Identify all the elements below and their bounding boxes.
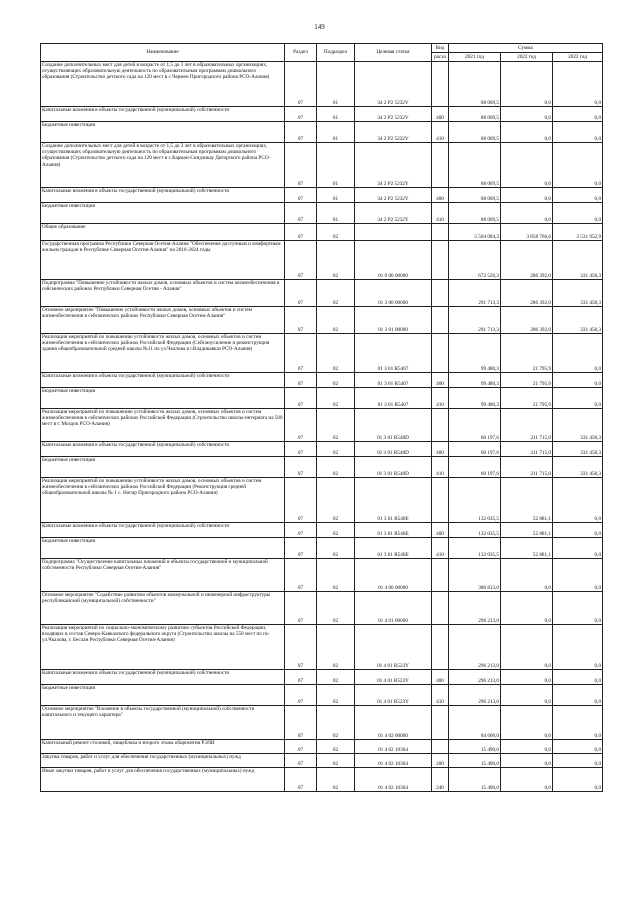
row-subsection: 02 xyxy=(317,559,355,592)
row-name: Капитальные вложения в объекты государственной (муниципальной) собственности xyxy=(41,523,285,538)
row-value-2022-b: 0,0 xyxy=(553,62,603,107)
table-row xyxy=(41,373,603,388)
row-target: 34 2 P2 5232V xyxy=(355,122,432,143)
row-value-2022-b: 0,0 xyxy=(553,706,603,740)
row-section: 07 xyxy=(285,307,317,334)
row-subsection: 02 xyxy=(317,754,355,768)
row-value-2022-a: 0,0 xyxy=(501,754,553,768)
row-target: 01 3 01 R540D xyxy=(355,457,432,478)
row-section: 07 xyxy=(285,62,317,107)
row-value-2021: 88 069,5 xyxy=(449,143,501,188)
row-target: 01 3 01 R540E xyxy=(355,538,432,559)
row-section: 07 xyxy=(285,388,317,409)
row-value-2022-a: 52 881,1 xyxy=(501,478,553,523)
row-expense-type xyxy=(432,280,449,307)
row-name: Капитальные вложения в объекты государственной (муниципальной) собственности xyxy=(41,188,285,203)
row-value-2021: 88 069,5 xyxy=(449,188,501,203)
row-name: Государственная программа Республики Северная Осетия-Алания "Обеспечение доступным и комфортным жильем граждан в Республике Северная Осетия-Алания" на 2016-2024 годы xyxy=(41,241,285,280)
row-section: 07 xyxy=(285,457,317,478)
row-subsection: 02 xyxy=(317,307,355,334)
row-subsection: 02 xyxy=(317,457,355,478)
row-value-2022-b: 0,0 xyxy=(553,670,603,685)
table-row xyxy=(41,685,603,706)
row-value-2022-a: 0,0 xyxy=(501,62,553,107)
row-target: 01 3 00 00000 xyxy=(355,280,432,307)
row-expense-type: 410 xyxy=(432,203,449,224)
row-name: Реализация мероприятий по повышению устойчивости жилых домов, основных объектов и систем жизнеобеспечения в сейсмических районах Российской Федерации (Строительство школы-интерната на 500 мест в г. Моздок РСО-Алания) xyxy=(41,409,285,442)
row-value-2021: 88 069,5 xyxy=(449,203,501,224)
row-target: 01 3 01 R540E xyxy=(355,523,432,538)
row-name: Бюджетные инвестиции xyxy=(41,538,285,559)
row-section: 07 xyxy=(285,559,317,592)
row-subsection: 02 xyxy=(317,280,355,307)
row-expense-type: 400 xyxy=(432,373,449,388)
table-row xyxy=(41,224,603,241)
table-row xyxy=(41,307,603,334)
row-subsection: 01 xyxy=(317,143,355,188)
table-row xyxy=(41,768,603,792)
table-row xyxy=(41,538,603,559)
row-subsection: 01 xyxy=(317,122,355,143)
table-row xyxy=(41,442,603,457)
row-value-2021: 132 035,5 xyxy=(449,478,501,523)
row-target xyxy=(355,224,432,241)
row-section: 07 xyxy=(285,706,317,740)
row-section: 07 xyxy=(285,107,317,122)
row-section: 07 xyxy=(285,768,317,792)
header-2021: 2021 год xyxy=(449,53,501,62)
table-row xyxy=(41,334,603,373)
row-value-2022-a: 21 795,9 xyxy=(501,334,553,373)
row-value-2022-b: 0,0 xyxy=(553,685,603,706)
row-name: Бюджетные инвестиции xyxy=(41,388,285,409)
row-value-2022-a: 211 715,0 xyxy=(501,442,553,457)
row-subsection: 02 xyxy=(317,670,355,685)
row-value-2022-a: 0,0 xyxy=(501,706,553,740)
row-name: Реализация мероприятий по повышению устойчивости жилых домов, основных объектов и систем жизнеобеспечения в сейсмических районах Российской Федерации (Сейсмоусиление и реконструкция здания общеобразовательной средней школы №11 по ул.Чкалова в г.Владикавказ РСО-Алания) xyxy=(41,334,285,373)
table-row xyxy=(41,203,603,224)
row-name: Бюджетные инвестиции xyxy=(41,203,285,224)
row-value-2022-a: 0,0 xyxy=(501,122,553,143)
row-value-2022-b: 0,0 xyxy=(553,188,603,203)
row-target: 34 2 P2 5232V xyxy=(355,107,432,122)
row-section: 07 xyxy=(285,670,317,685)
table-row xyxy=(41,706,603,740)
row-name: Создание дополнительных мест для детей в возрасте от 1,5 до 3 лет в образовательных организациях, осуществляющих образовательную деятельность по образовательным программам дошкольного образования (Строительство детского сада на 120 мест в с.Карман-Синдзикау Дигорского района РСО-Алания) xyxy=(41,143,285,188)
row-expense-type xyxy=(432,241,449,280)
row-value-2021: 291 713,3 xyxy=(449,280,501,307)
row-value-2021: 88 069,5 xyxy=(449,122,501,143)
row-value-2022-b: 331 458,3 xyxy=(553,409,603,442)
row-value-2022-a: 52 881,1 xyxy=(501,538,553,559)
row-target: 01 3 01 R5407 xyxy=(355,388,432,409)
row-target: 01 3 01 R5407 xyxy=(355,373,432,388)
row-expense-type xyxy=(432,592,449,625)
row-expense-type: 400 xyxy=(432,188,449,203)
row-value-2022-a: 0,0 xyxy=(501,143,553,188)
row-section: 07 xyxy=(285,740,317,754)
table-row xyxy=(41,592,603,625)
row-value-2021: 60 197,6 xyxy=(449,442,501,457)
row-subsection: 02 xyxy=(317,740,355,754)
row-expense-type xyxy=(432,409,449,442)
row-subsection: 02 xyxy=(317,478,355,523)
row-value-2021: 15 490,0 xyxy=(449,740,501,754)
row-value-2022-b: 331 458,3 xyxy=(553,280,603,307)
row-expense-type xyxy=(432,334,449,373)
row-target: 01 3 01 R540E xyxy=(355,478,432,523)
row-value-2022-a: 3 858 766,6 xyxy=(501,224,553,241)
row-name: Основное мероприятие "Повышение устойчивости жилых домов, основных объектов и систем жизнеобеспечения в сейсмических районах Республики Северная Осетия-Алания" xyxy=(41,307,285,334)
row-value-2022-a: 52 881,1 xyxy=(501,523,553,538)
row-name: Бюджетные инвестиции xyxy=(41,122,285,143)
row-subsection: 02 xyxy=(317,523,355,538)
row-value-2021: 296 213,0 xyxy=(449,592,501,625)
row-value-2022-b: 0,0 xyxy=(553,559,603,592)
row-target: 34 2 P2 5232V xyxy=(355,62,432,107)
header-expense-type-top: Вид xyxy=(432,44,449,53)
row-subsection: 02 xyxy=(317,538,355,559)
row-value-2022-b: 0,0 xyxy=(553,592,603,625)
row-expense-type: 240 xyxy=(432,768,449,792)
row-value-2021: 380 813,0 xyxy=(449,559,501,592)
row-value-2022-a: 286 392,0 xyxy=(501,241,553,280)
row-name: Закупка товаров, работ и услуг для обеспечения государственных (муниципальных) нужд xyxy=(41,754,285,768)
row-subsection: 02 xyxy=(317,373,355,388)
row-name: Основное мероприятие "Содействие развитию объектов коммунальной и инженерной инфраструктуры республиканской (муниципальной) собственности" xyxy=(41,592,285,625)
row-section: 07 xyxy=(285,143,317,188)
row-value-2022-a: 211 715,0 xyxy=(501,409,553,442)
row-value-2021: 296 213,0 xyxy=(449,685,501,706)
row-value-2022-a: 0,0 xyxy=(501,188,553,203)
row-value-2022-b: 0,0 xyxy=(553,625,603,670)
row-value-2022-a: 0,0 xyxy=(501,768,553,792)
row-expense-type xyxy=(432,706,449,740)
table-row xyxy=(41,457,603,478)
row-name: Капитальные вложения в объекты государственной (муниципальной) собственности xyxy=(41,442,285,457)
row-target: 01 4 02 00000 xyxy=(355,706,432,740)
row-value-2021: 15 490,0 xyxy=(449,754,501,768)
row-value-2021: 291 713,3 xyxy=(449,307,501,334)
row-section: 07 xyxy=(285,224,317,241)
row-section: 07 xyxy=(285,241,317,280)
row-value-2022-b: 0,0 xyxy=(553,388,603,409)
row-expense-type: 400 xyxy=(432,670,449,685)
row-expense-type xyxy=(432,740,449,754)
row-expense-type: 200 xyxy=(432,754,449,768)
row-value-2022-b: 0,0 xyxy=(553,478,603,523)
row-target: 01 4 02 10364 xyxy=(355,768,432,792)
row-expense-type xyxy=(432,625,449,670)
row-value-2022-b: 0,0 xyxy=(553,107,603,122)
table-row xyxy=(41,409,603,442)
table-row xyxy=(41,143,603,188)
row-section: 07 xyxy=(285,592,317,625)
row-expense-type: 400 xyxy=(432,107,449,122)
row-name: Создание дополнительных мест для детей в возрасте от 1,5 до 3 лет в образовательных организациях, осуществляющих образовательную деятельность по образовательным программам дошкольного образования (Строительство детского сада на 120 мест в с.Чермен Пригородного района РСО-Алания) xyxy=(41,62,285,107)
row-target: 01 4 01 00000 xyxy=(355,592,432,625)
row-name: Реализация мероприятий по повышению устойчивости жилых домов, основных объектов и систем жизнеобеспечения в сейсмических районах Российской Федерации (Реконструкция средней общеобразовательной школы № 1 с. Ногир Пригородного района РСО-Алания) xyxy=(41,478,285,523)
row-value-2021: 60 197,6 xyxy=(449,457,501,478)
row-subsection: 02 xyxy=(317,768,355,792)
row-name: Капитальные вложения в объекты государственной (муниципальной) собственности xyxy=(41,670,285,685)
page-number: 149 xyxy=(314,23,325,31)
row-expense-type: 410 xyxy=(432,388,449,409)
row-value-2021: 84 600,0 xyxy=(449,706,501,740)
row-name: Бюджетные инвестиции xyxy=(41,685,285,706)
row-value-2021: 132 035,5 xyxy=(449,538,501,559)
row-value-2022-a: 21 795,9 xyxy=(501,388,553,409)
row-value-2022-a: 0,0 xyxy=(501,203,553,224)
row-value-2022-b: 0,0 xyxy=(553,538,603,559)
row-subsection: 02 xyxy=(317,409,355,442)
row-value-2022-b: 0,0 xyxy=(553,143,603,188)
row-expense-type: 410 xyxy=(432,457,449,478)
row-expense-type: 400 xyxy=(432,523,449,538)
table-row xyxy=(41,559,603,592)
row-target: 01 3 01 R540D xyxy=(355,442,432,457)
row-value-2021: 672 526,3 xyxy=(449,241,501,280)
row-value-2022-b: 0,0 xyxy=(553,768,603,792)
row-value-2022-a: 0,0 xyxy=(501,625,553,670)
table-row xyxy=(41,62,603,107)
header-sum: Сумма xyxy=(449,44,603,53)
row-target: 01 4 01 R523Y xyxy=(355,625,432,670)
row-section: 07 xyxy=(285,685,317,706)
row-value-2022-a: 0,0 xyxy=(501,592,553,625)
row-subsection: 01 xyxy=(317,107,355,122)
row-value-2021: 99 480,3 xyxy=(449,388,501,409)
header-expense-type-bottom: расхо xyxy=(432,53,449,62)
header-subsection: Подраздел xyxy=(317,44,355,62)
row-value-2022-b: 0,0 xyxy=(553,740,603,754)
row-subsection: 01 xyxy=(317,62,355,107)
row-target: 34 2 P2 5232Y xyxy=(355,203,432,224)
row-value-2021: 99 480,3 xyxy=(449,334,501,373)
row-expense-type xyxy=(432,559,449,592)
row-value-2022-b: 0,0 xyxy=(553,203,603,224)
row-target: 01 4 02 10364 xyxy=(355,754,432,768)
row-target: 01 4 01 R523Y xyxy=(355,670,432,685)
row-value-2022-b: 0,0 xyxy=(553,122,603,143)
table-row xyxy=(41,523,603,538)
row-name: Подпрограмма "Повышение устойчивости жилых домов, основных объектов и систем жизнеобеспечения в сейсмических районах Республики Северная Осетия - Алания" xyxy=(41,280,285,307)
row-value-2022-a: 0,0 xyxy=(501,107,553,122)
row-section: 07 xyxy=(285,754,317,768)
row-name: Капитальные вложения в объекты государственной (муниципальной) собственности xyxy=(41,107,285,122)
row-subsection: 02 xyxy=(317,442,355,457)
row-value-2021: 88 069,5 xyxy=(449,62,501,107)
row-subsection: 02 xyxy=(317,334,355,373)
budget-table xyxy=(40,43,603,792)
row-section: 07 xyxy=(285,280,317,307)
row-value-2021: 132 035,5 xyxy=(449,523,501,538)
row-value-2022-a: 0,0 xyxy=(501,559,553,592)
header-target: Целевая статья xyxy=(355,44,432,62)
row-value-2022-b: 331 458,3 xyxy=(553,442,603,457)
table-row xyxy=(41,754,603,768)
row-target: 34 2 P2 5232Y xyxy=(355,143,432,188)
row-target: 01 3 01 R540D xyxy=(355,409,432,442)
row-value-2022-b: 0,0 xyxy=(553,334,603,373)
row-subsection: 02 xyxy=(317,388,355,409)
header-2022-a: 2022 год xyxy=(501,53,553,62)
row-subsection: 02 xyxy=(317,241,355,280)
header-name: Наименование xyxy=(41,44,285,62)
row-section: 07 xyxy=(285,442,317,457)
header-section: Раздел xyxy=(285,44,317,62)
table-row xyxy=(41,188,603,203)
table-row xyxy=(41,241,603,280)
row-value-2022-a: 286 392,0 xyxy=(501,307,553,334)
row-value-2022-a: 211 715,0 xyxy=(501,457,553,478)
row-expense-type xyxy=(432,307,449,334)
row-value-2022-b: 0,0 xyxy=(553,754,603,768)
row-name: Бюджетные инвестиции xyxy=(41,457,285,478)
row-target: 01 4 01 R523Y xyxy=(355,685,432,706)
row-target: 01 0 00 00000 xyxy=(355,241,432,280)
row-section: 07 xyxy=(285,478,317,523)
row-subsection: 02 xyxy=(317,706,355,740)
table-row xyxy=(41,740,603,754)
row-target: 01 4 02 10364 xyxy=(355,740,432,754)
row-expense-type xyxy=(432,143,449,188)
table-row xyxy=(41,625,603,670)
row-value-2022-b: 0,0 xyxy=(553,373,603,388)
row-value-2021: 60 197,6 xyxy=(449,409,501,442)
row-target: 01 3 01 00000 xyxy=(355,307,432,334)
row-expense-type xyxy=(432,478,449,523)
row-value-2022-b: 331 458,3 xyxy=(553,457,603,478)
row-expense-type xyxy=(432,62,449,107)
row-section: 07 xyxy=(285,373,317,388)
row-subsection: 02 xyxy=(317,685,355,706)
row-expense-type: 400 xyxy=(432,442,449,457)
row-name: Общее образование xyxy=(41,224,285,241)
table-row xyxy=(41,478,603,523)
row-target: 01 3 01 R5407 xyxy=(355,334,432,373)
row-value-2022-a: 0,0 xyxy=(501,740,553,754)
row-value-2021: 99 480,3 xyxy=(449,373,501,388)
row-value-2021: 15 490,0 xyxy=(449,768,501,792)
row-name: Основное мероприятие "Вложение в объекты государственной (муниципальной) собственности капитального и текущего характера" xyxy=(41,706,285,740)
row-section: 07 xyxy=(285,334,317,373)
row-value-2022-b: 0,0 xyxy=(553,523,603,538)
row-value-2022-a: 0,0 xyxy=(501,670,553,685)
row-section: 07 xyxy=(285,523,317,538)
row-name: Капитальный ремонт столовой, пищеблока и второго этажа общежития РЭЛИ xyxy=(41,740,285,754)
row-name: Подпрограмма "Осуществление капитальных вложений в объекты государственной и муниципальной собственности Республики Северная Осетия-Алания" xyxy=(41,559,285,592)
row-value-2022-b: 331 458,3 xyxy=(553,241,603,280)
row-target: 34 2 P2 5232Y xyxy=(355,188,432,203)
row-value-2021: 88 069,5 xyxy=(449,107,501,122)
row-subsection: 01 xyxy=(317,188,355,203)
row-section: 07 xyxy=(285,188,317,203)
row-subsection: 01 xyxy=(317,203,355,224)
row-name: Иные закупки товаров, работ и услуг для обеспечения государственных (муниципальных) нужд xyxy=(41,768,285,792)
row-value-2022-b: 3 531 952,9 xyxy=(553,224,603,241)
row-value-2022-a: 0,0 xyxy=(501,685,553,706)
row-expense-type: 410 xyxy=(432,122,449,143)
row-section: 07 xyxy=(285,625,317,670)
row-subsection: 02 xyxy=(317,224,355,241)
row-value-2021: 296 213,0 xyxy=(449,670,501,685)
table-row xyxy=(41,107,603,122)
row-value-2022-a: 286 392,0 xyxy=(501,280,553,307)
row-target: 01 4 00 00000 xyxy=(355,559,432,592)
row-expense-type xyxy=(432,224,449,241)
row-expense-type: 410 xyxy=(432,538,449,559)
row-section: 07 xyxy=(285,538,317,559)
row-value-2022-b: 331 458,3 xyxy=(553,307,603,334)
table-row xyxy=(41,122,603,143)
table-row xyxy=(41,670,603,685)
row-value-2022-a: 21 795,9 xyxy=(501,373,553,388)
row-section: 07 xyxy=(285,203,317,224)
table-row xyxy=(41,388,603,409)
table-row xyxy=(41,280,603,307)
row-subsection: 02 xyxy=(317,592,355,625)
row-subsection: 02 xyxy=(317,625,355,670)
row-section: 07 xyxy=(285,409,317,442)
row-value-2021: 5 504 004,3 xyxy=(449,224,501,241)
row-value-2021: 296 213,0 xyxy=(449,625,501,670)
row-name: Реализация мероприятий по социально-экономическому развитию субъектов Российской Федерации, входящих в состав Северо-Кавказского федерального округа (Строительство школы на 550 мест по по ул.Чкалова, г. Беслан Республики Северная Осетия-Алания) xyxy=(41,625,285,670)
row-name: Капитальные вложения в объекты государственной (муниципальной) собственности xyxy=(41,373,285,388)
row-section: 07 xyxy=(285,122,317,143)
header-2022-b: 2022 год xyxy=(553,53,603,62)
row-expense-type: 410 xyxy=(432,685,449,706)
